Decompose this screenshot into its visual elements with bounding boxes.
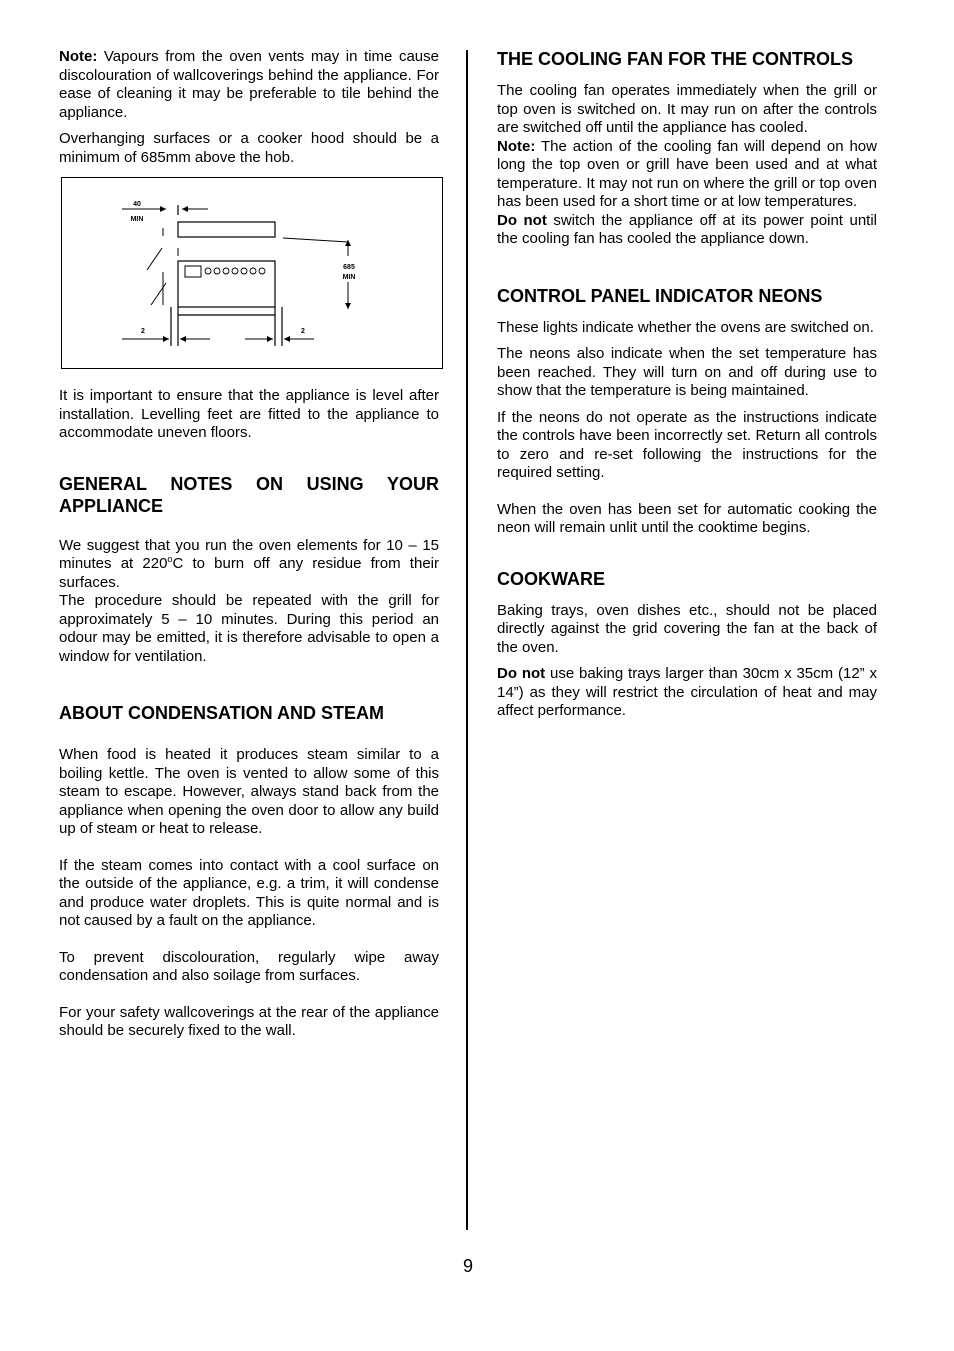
clearance-diagram: [61, 177, 443, 369]
gap-right-value: 2: [301, 328, 305, 335]
fan-p1: The cooling fan operates immediately when the grill or top oven is switched on. It may run on after the controls are switched off until the appliance has cooled.: [497, 82, 877, 136]
fan-note: Note: The action of the cooling fan will depend on how long the top oven or grill have been used and at what temperature. It may not run on where the grill or top oven has been used for a short time or at low temperatures.: [497, 137, 877, 210]
clearance-diagram-svg: [62, 178, 442, 368]
neons-p3: If the neons do not operate as the instructions indicate the controls have been incorrectly set. Return all controls to zero and re-set following the instructions for the required setting.: [497, 408, 877, 481]
fan-heading: THE COOLING FAN FOR THE CONTROLS: [497, 49, 853, 69]
general-p2: The procedure should be repeated with the grill for approximately 5 – 10 minutes. During this period an odour may be emitted, it is therefore advisable to open a window for ventilation.: [59, 592, 439, 665]
dim-top-value: 40: [133, 201, 141, 208]
dim-top-unit: MIN: [130, 216, 144, 223]
cond-p1: When food is heated it produces steam similar to a boiling kettle. The oven is vented to allow some of this steam to escape. However, always stand back from the appliance when opening the oven door to allow any build up of steam or heat to release.: [59, 746, 439, 837]
cook-p1: Baking trays, oven dishes etc., should not be placed directly against the grid covering the fan at the back of the oven.: [497, 601, 877, 656]
fan-donot: Do not switch the appliance off at its power point until the cooling fan has cooled the appliance down.: [497, 211, 877, 247]
level-text: It is important to ensure that the appliance is level after installation. Levelling feet are fitted to the appliance to accommodate uneven floors.: [59, 387, 439, 441]
cook-donot: Do not use baking trays larger than 30cm x 35cm (12” x 14”) as they will restrict the circulation of heat and may affect performance.: [497, 665, 877, 719]
neons-heading: CONTROL PANEL INDICATOR NEONS: [497, 285, 823, 306]
general-heading: GENERAL NOTES ON USING YOUR APPLIANCE: [59, 473, 439, 516]
dim-side-unit: MIN: [342, 274, 356, 281]
dim-side-value: 685: [343, 264, 355, 271]
neons-p2: The neons also indicate when the set temperature has been reached. They will turn on and off during use to show that the temperature is being maintained.: [497, 345, 877, 399]
cond-p3: To prevent discolouration, regularly wipe away condensation and also soilage from surfaces.: [59, 948, 439, 984]
neons-p1: These lights indicate whether the ovens are switched on.: [497, 318, 874, 336]
right-column: [497, 48, 877, 729]
overhang-text: Overhanging surfaces or a cooker hood should be a minimum of 685mm above the hob.: [59, 130, 439, 166]
condensation-heading: ABOUT CONDENSATION AND STEAM: [59, 703, 384, 723]
note-vapours: Note: Vapours from the oven vents may in time cause discolouration of wallcoverings behind the appliance. For ease of cleaning it may be preferable to tile behind the appliance.: [59, 48, 439, 121]
general-p1: We suggest that you run the oven elements for 10 – 15 minutes at 220$^o$C to burn off any residue from their surfaces.: [59, 536, 439, 591]
neons-p4: When the oven has been set for automatic cooking the neon will remain unlit until the cooktime begins.: [497, 500, 877, 536]
cond-p2: If the steam comes into contact with a cool surface on the outside of the appliance, e.g. a trim, it will condense and produce water droplets. This is quite normal and is not caused by a fault on the appliance.: [59, 856, 439, 929]
column-divider: [466, 50, 468, 1230]
cookware-heading: COOKWARE: [497, 568, 605, 589]
gap-left-value: 2: [141, 328, 145, 335]
page-number: 9: [462, 1256, 473, 1276]
cond-p4: For your safety wallcoverings at the rear of the appliance should be securely fixed to the wall.: [59, 1003, 439, 1039]
left-column: [59, 48, 439, 1059]
